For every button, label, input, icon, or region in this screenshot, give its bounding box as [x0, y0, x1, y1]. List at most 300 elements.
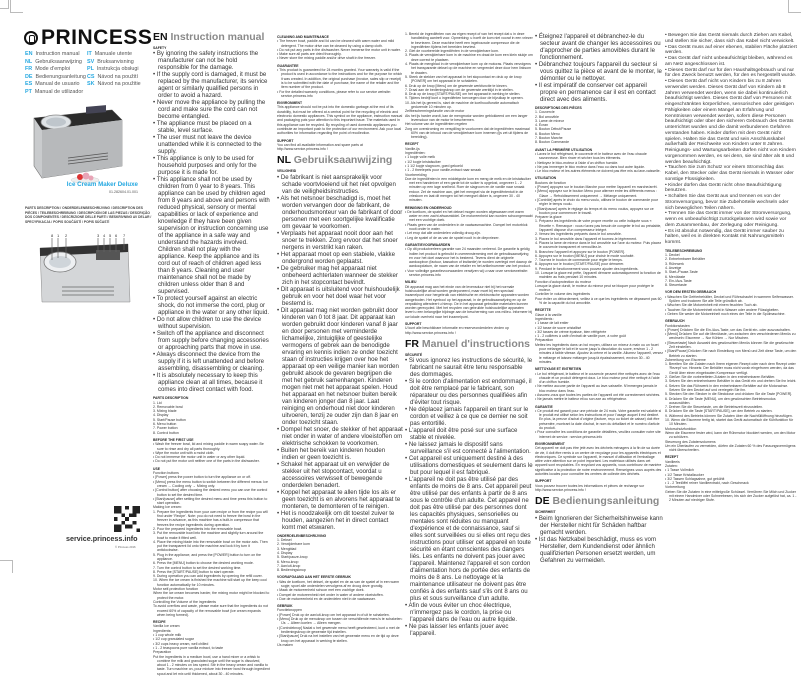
diagram-label: 2	[65, 233, 68, 238]
section-body	[277, 580, 403, 601]
language-label: Návod na použitie	[97, 81, 141, 88]
section-line: 1. Prepare the ingredients from your own recipe or from the recipe you will find under 'Recipe'. Note: you do not need to freeze the bowl in the freezer in advance, as this machine has a built-in compressor that freezes the recipe ingredients during operation.	[153, 509, 268, 527]
section-line: • Pour connaître les conditions de garantie détaillées, veuillez consulter notre site internet de service : service.princess.info	[535, 430, 661, 439]
crop-mark	[788, 0, 801, 13]
list-item: • Il est impératif de conserver cet appareil propre en permanence car il est en contact direct avec des aliments.	[535, 82, 656, 103]
language-code: DE	[535, 495, 550, 508]
language-label: Manuale utente	[94, 51, 132, 57]
de-safety-list	[535, 515, 663, 564]
section-heading: NETTOYAGE ET ENTRETIEN	[535, 367, 582, 372]
section-line: Ingrediënten:	[405, 151, 426, 156]
section-heading: ENVIRONMENT	[277, 101, 303, 106]
section-line: 4. Anzeige	[665, 265, 682, 270]
section-line: • Tauchen Sie die Motoreinheit nicht in Wasser oder andere Flüssigkeiten.	[665, 307, 780, 312]
section-line: • Do not immerse the motor unit in water or any other liquid.	[153, 455, 246, 460]
list-item: • Dompel het snoer, de stekker of het apparaat niet onder in water of andere vloeistoffen om elektrische schokken te voorkomen.	[277, 425, 403, 447]
section-line: Vous pouvez trouver toutes les informations et pièces de rechange sur http://www.service.princess.info !	[535, 483, 645, 492]
section-line: • Do not put any parts in the dishwasher. Never immerse the motor unit in water.	[277, 47, 401, 52]
crop-mark	[10, 0, 23, 13]
section-line: 4. Plaats de mengblad in de verwijderbare kom op de motoras. Plaats vervolgens het transparante deksel op de machine en vergrendel deze door hem linksom te draaien.	[405, 62, 532, 75]
section-line: 5. Bouton Début/Pause	[535, 127, 572, 132]
section-line: Vanille-ijs	[405, 146, 420, 151]
en-maintenance-sections	[277, 35, 403, 151]
section-heading: REZEPT	[665, 455, 679, 460]
section-line: 9. Pendant le fonctionnement vous pouvez ajouter des ingrédients.	[535, 266, 639, 271]
section-line: • 1/2 kopje kristalsuiker	[405, 159, 441, 164]
section-line: Fonction d'autoprotection du moteur	[535, 279, 591, 284]
section-line: 8. Bedieningsknop	[277, 568, 306, 573]
section-line: Controlling the Volume of the ingredients	[153, 599, 217, 604]
section-heading: AVANT LA PREMIÈRE UTILISATION	[535, 147, 593, 152]
section-heading: USE	[153, 466, 160, 471]
section-body	[665, 460, 797, 503]
manual-title: Instruction manual	[170, 31, 265, 43]
crown-logo-icon	[24, 31, 38, 45]
section-line: 7. Draai aan de bedieningsknop om de gewenste werktijd in te stellen.	[405, 87, 514, 92]
section-line: Motor self-protection function	[153, 587, 199, 592]
section-body	[277, 39, 403, 60]
list-item: • Schalten Sie das Gerät aus und trennen es von der Stromversorgung, bevor Sie Zubehörteile wechseln oder sich beweglichen Teilen nähern.	[665, 194, 789, 211]
section-line: • Ne pas immerger le bloc moteur dans l'eau ou dans tout autre liquide.	[535, 164, 646, 169]
section-line: Pour éviter un débordement, veillez à ce que les ingrédients ne dépassent pas 60 % de la capacité du bol amovible.	[535, 296, 662, 306]
section-line: Mettez les ingrédients dans un bol moyen, utilisez un mixeur à main ou un fouet pour mélanger le lait et le sucre jusqu'à dissolution du sucre, environ 1 - 2 minutes à faible vitesse. Ajoutez la crème et la vanille. Allumez l'appareil, versez le mélange et laissez mélanger jusqu'à épaississement, environ 30 - 40 minutes.	[535, 342, 664, 364]
section-line: 9. Tijdens bedrijf kunt u ingrediënten toevoegen door de bijvulkap te openen.	[405, 96, 524, 101]
section-line: • Le bol réfrigérant, le batteur et le couvercle peuvent être nettoyés avec de l'eau chaude et un produit détergent doux. Le bloc moteur peut être nettoyé à l'aide d'un chiffon humide.	[535, 371, 660, 385]
section-heading: SUPPORT	[535, 479, 552, 484]
section-line: • Assurez-vous que toutes les parties de l'appareil ont été correctement séchées.	[535, 393, 661, 397]
section-line: • De koelkom, de spatel en het deksel mogen worden afgewassen met warm water en een zacht afwasmiddel. De motoreenheid kan worden schoongemaakt met een vochtige doek.	[405, 209, 533, 223]
language-item	[25, 89, 87, 95]
language-label: Manual de usuario	[35, 81, 80, 88]
section-line: • Geben Sie weder die Motoreinheit noch eines der Teile in die Spülmaschine.	[665, 311, 786, 316]
section-line: 3. Rührwerk	[665, 261, 684, 266]
section-line: Het volume van de ingrediënten regelen	[405, 122, 468, 127]
section-line: • 1 cup whole milk	[153, 633, 182, 638]
section-line: Préparer la glace	[535, 215, 562, 220]
section-line: 8. Druk op de knop [START/PAUSE] om het apparaat in werking te stellen.	[405, 92, 521, 97]
section-line: 2. Bol amovible	[535, 114, 559, 119]
section-line: 7. Aan/uit-knop	[277, 563, 301, 568]
section-line: • 3/2 Tassen Schlagsahne, gut gekühlt	[665, 476, 725, 481]
section-line: 9. During operation you can add ingredients by opening the refill cover.	[153, 574, 263, 579]
section-line: • Plaats geen van de onderdelen in de vaatwasmachine. Dompel het motorblok nooit onder in water.	[405, 222, 528, 232]
fr-safety-list-continued	[535, 33, 663, 103]
section-line: • Never store the mixing paddle and/or drive shaft in the freezer.	[277, 56, 376, 61]
section-line: 6. Menu button	[153, 422, 177, 427]
de-safety-list-continued	[665, 33, 797, 246]
parts-diagram	[38, 232, 133, 304]
en-safety-list	[153, 50, 270, 393]
section-heading: DESCRIPTIONS DES PIÈCES	[535, 106, 582, 110]
service-url[interactable]: service.princess.info	[66, 534, 138, 543]
de-section-continued	[665, 33, 797, 503]
list-item: • Het is noodzakelijk om dit toestel zuiver te houden, aangezien het in direct contact komt met etswaren.	[277, 509, 395, 531]
list-item: • Koppel het apparaat te allen tijde los als er geen toezicht is en alvorens het apparaat te monteren, te demonteren of te reinigen.	[277, 488, 401, 510]
section-heading: SUPPORT	[277, 138, 294, 143]
section-line: • 1/2 Tasse Kristallzucker	[665, 472, 704, 477]
section-line: Steuerung des Zutatenvolumens	[665, 439, 716, 444]
list-item: • Schakel het apparaat uit en verwijder de stekker uit het stopcontact, voordat u accessoires verwisselt of bewegende onderdelen benadert.	[277, 460, 390, 489]
fr-sections	[535, 106, 663, 492]
language-code: SK	[87, 81, 95, 88]
list-item: • The appliance must be placed on a stable, level surface.	[153, 120, 252, 135]
section-body	[153, 401, 270, 435]
section-line: 5. Start/pauze-knop	[277, 555, 308, 560]
section-body	[405, 326, 533, 335]
list-item: • Das Gerät darf nicht unbeaufsichtigt bleiben, während es am Netz angeschlossen ist.	[665, 56, 793, 67]
section-line: 1. Bereid de ingrediënten van uw eigen recept of van het recept dat u in deze handleiding aantreft voor. Opmerking: u hoeft de kom niet vooraf in een vriezer te bevriezen. Deze machine heeft een ingebouwde compressor die de ingrediënten tijdens het bereiden bevriest.	[405, 32, 533, 49]
language-label: Návod na použití	[97, 73, 138, 80]
section-line: 3. Mengblad	[277, 546, 297, 551]
section-line: Als het ijs harder wordt, kan de mengmotor worden geblokkeerd om een langer levensduur van de motor te beschermen.	[405, 113, 528, 122]
crop-mark	[0, 0, 9, 9]
section-line: • Doe de motoreenheid en de onderdelen niet in de vaatwasser.	[277, 596, 376, 601]
section-line: 6. Bouton Menu	[535, 131, 560, 136]
article-number: 01.282604.01.001	[109, 190, 138, 194]
nl-continued-sections	[405, 32, 533, 335]
section-line: 7. Ein-/Aus-Taste	[665, 278, 692, 283]
section-line: Preparation	[153, 650, 172, 655]
nl-sections	[277, 534, 403, 647]
section-body	[535, 152, 663, 173]
language-code: PT	[25, 88, 32, 95]
section-line: • [Start/Pause] Drücken Sie nach Einstellung von Menü und Zeit diese Taste, um den Betrieb zu starten.	[665, 349, 797, 358]
section-line: Ingredients:	[153, 628, 172, 633]
language-label: Bedienungsanleitung	[35, 73, 86, 80]
section-line: 3. Put the removable bowl into the machine and slightly turn around the bowl to make it fitted well.	[153, 531, 264, 540]
diagram-label: 8	[51, 233, 54, 238]
section-heading: MILIEU	[405, 280, 417, 285]
princess-logo	[24, 26, 152, 50]
list-item: • Dit apparaat is uitsluitend voor huishoudelijk gebruik en voor het doel waar het voor bestemd is.	[277, 285, 400, 307]
section-body	[405, 247, 533, 277]
section-line: • Wash the freezer bowl, lid and mixing paddle in warm soapy water. Be sure to rinse and dry all parts thoroughly.	[153, 442, 264, 451]
list-item: • Éteignez l'appareil et débranchez-le du secteur avant de changer les accessoires ou d'approcher de parties amovibles durant le fonctionnement.	[535, 33, 661, 61]
list-item: • Afin de vous éviter un choc électrique, n'immergez pas le cordon, la prise ou l'appareil dans de l'eau ou autre liquide.	[405, 602, 518, 624]
section-line: • [Controleknop] Nadat u het gewenste menu heeft geselecteerd, kunt u met de bedieningsknop de gewenste tijd instellen.	[277, 625, 400, 634]
list-item: • This appliance shall not be used by children from 0 year to 8 years. This appliance can be used by children aged from 8 years and above and persons with reduced physical, sensory or mental capabilities or lack of experience and knowledge if they have been given supervision or instruction concerning use of the appliance in a safe way and understand the hazards involved. Children shall not play with the appliance. Keep the appliance and its cord out of reach of children aged less than 8 years. Cleaning and user maintenance shall not be made by children unless older than 8 and supervised.	[153, 176, 270, 296]
section-line: • Voor volledige garantievoorwaarden verwijzen wij u naar onze servicewebsite: service.princess.info	[405, 268, 529, 278]
section-line: 8. Bouton Commande	[535, 140, 570, 145]
list-item: • Do not allow children to use the device without supervision.	[153, 316, 262, 331]
list-item: • Ne laissez jamais le dispositif sans surveillance s'il est connecté à l'alimentation.	[405, 441, 531, 456]
list-item: • Débranchez toujours l'appareil du secteur si vous quittez la pièce et avant de le monter, le démonter ou le nettoyer.	[535, 61, 662, 82]
nl-fr-section	[405, 32, 533, 637]
section-body	[153, 442, 270, 463]
nl-title	[277, 154, 403, 166]
section-line: Um ein Überlaufen zu vermeiden, dürfen die Zutaten 60 % des Fassungsvermögens nicht überschreiten.	[665, 443, 796, 453]
section-heading: PARTS DESCRIPTION	[153, 396, 189, 401]
section-heading: VOORAFGAAND AAN HET EERSTE GEBRUIK	[277, 575, 351, 580]
language-code: FR	[25, 66, 33, 73]
section-line: 8. Appuyez sur le bouton [START/PAUSE] pour démarrer.	[535, 262, 625, 267]
section-line: 3. Mixing blade	[153, 409, 177, 414]
list-item: • De gebruiker mag het apparaat niet onbeheerd achterlaten wanneer de stekker zich in het stopcontact bevindt.	[277, 264, 398, 286]
section-heading: GEBRUIK	[277, 604, 293, 609]
section-line: • [Menü] Drücken Sie auf die Menütaste, um zwischen den verschiedenen Menüs zu wechseln: Eiscreme → Nur Kühlen → Nur Mischen.	[665, 332, 796, 341]
safety-heading: VEILIGHEID	[277, 169, 297, 174]
section-line: • Ce produit est garanti pour une période de 24 mois. Votre garantie est valable si le produit est utilisé selon les instructions et pour l'usage auquel il est destiné. En plus, la preuve d'achat d'origine (facture, reçu ou ticket de caisse) doit être présentée, montrant la date d'achat, le nom du détaillant et le numéro d'article du produit.	[535, 408, 662, 431]
section-line: • Ne mettez aucune partie de l'appareil au lave-vaisselle. N'immergez jamais le bloc moteur dans l'eau.	[535, 384, 658, 393]
list-item: • L'appareil doit être posé sur une surface stable et nivelée.	[405, 427, 518, 442]
section-line: 5. Stecken Sie den Stecker in die Steckdose und drücken Sie die Taste [POWER].	[665, 392, 793, 397]
section-line: Cet appareil ne doit pas être jeté avec les déchets ménagers à la fin de sa durée de vie, il doit être remis à un centre de recyclage pour les appareils électriques et électroniques. Ce symbole sur l'appareil, le manuel d'utilisation et l'emballage attire votre attention sur ce point important. Les matériaux utilisés dans cet appareil sont recyclables. En recyclant vos appareils, vous contribuez de manière significative à la protection de notre environnement. Renseignez-vous auprès des autorités locales pour connaître les centres de collecte des déchets.	[535, 446, 662, 477]
language-label: Bruksanvisning	[97, 58, 134, 65]
section-line: Contrôler le volume des ingrédients	[535, 292, 591, 297]
section-line: Put the ingredients in a medium bowl, use a hand mixer or a whisk to combine the milk and granulated sugar until the sugar is dissolved, about 1 - 2 minutes on low speed. Stir in the heavy cream and vanilla to taste. Turn machine on, pour mixture into freezer bowl through ingredient spout and let mix until thickened, about 30 - 40 minutes.	[153, 654, 270, 676]
section-line: This appliance should not be put into the domestic garbage at the end of its durability, but must be offered at a central point for the recycling of electric and electronic domestic appliances. This symbol on the appliance, instruction manual and packaging puts your attention to this important issue. The materials used in this appliance can be recycled. By recycling of used domestic appliances you contribute an important push to the protection of our environment. Ask your local authorities for information regarding the point of recollection.	[277, 105, 403, 136]
section-line: 4. Display	[277, 550, 293, 555]
safety-heading: SAFETY	[153, 46, 167, 50]
section-body	[277, 608, 403, 647]
de-sections	[665, 249, 797, 503]
section-heading: UTILISATION	[535, 176, 557, 181]
section-heading: BEFORE THE FIRST USE	[153, 437, 194, 442]
section-line: To avoid overflow and waste, please make sure that the ingredients do not exceed 60% of capacity of the removable bowl (ice cream expands when being formed).	[153, 604, 268, 617]
section-body	[535, 110, 663, 144]
section-body	[405, 285, 533, 319]
section-line: • [Power] Drücken Sie die Ein-/Aus-Taste, um das Gerät ein- oder auszuschalten.	[665, 327, 791, 332]
section-body	[405, 210, 533, 240]
section-body	[153, 471, 270, 617]
section-line: 6. Press the [MENU] button to choose the desired working mode.	[153, 561, 254, 566]
diagram-label: 5	[109, 233, 112, 238]
list-item: • Si vous ignorez les instructions de sécurité, le fabricant ne saurait être tenu responsable des dommages.	[405, 357, 533, 379]
section-line: • The freezer bowl, paddle and lid can be cleaned with warm water and mild detergent. The motor drive can be cleaned by using a damp cloth.	[277, 39, 395, 48]
diagram-label: 4	[103, 233, 106, 238]
section-line: • 1 - 2 theelepels puur vanille-extract naar smaak	[405, 168, 481, 173]
safety-heading: SICHERHEIT	[535, 510, 556, 515]
section-line: • Wipe the motor unit with a moist cloth.	[153, 450, 215, 455]
section-heading: RECIPE	[153, 620, 166, 625]
language-code: EN	[153, 31, 168, 43]
language-label: Instrukcja obsługi	[96, 66, 139, 73]
section-heading: REINIGING EN ONDERHOUD	[405, 205, 452, 210]
section-line: 9. Während des Betriebs können Sie Zutaten über die Nachfüllöffnung hinzufügen.	[665, 413, 793, 418]
section-line: 4. Écran	[535, 123, 549, 128]
section-body	[277, 68, 403, 98]
crop-mark	[0, 560, 13, 573]
section-line: 4. Placez la lame de mixeur dans le bol amovible sur l'axe du moteur. Puis placez le couvercle transparent et verrouillez-le.	[535, 240, 662, 250]
section-line: • Waschen Sie Gefrierbehälter, Deckel und Rührschaufel in warmem Seifenwasser. Spülen und trocknen Sie alle Teile gründlich ab.	[665, 294, 794, 304]
section-line: • Dompel de motoreenheid niet onder in water of andere vloeistoffen.	[277, 592, 384, 597]
section-line: 2. Giet de voorbereide ingrediënten in de verwijderbare kom.	[405, 49, 499, 54]
section-line: • 3/2 tasses de crème épaisse, bien réfrigérée	[535, 329, 607, 334]
section-line: 5. Start-/Pause-Taste	[665, 270, 698, 275]
manual-title: Gebruiksaanwijzing	[293, 154, 393, 167]
section-line: Making Ice cream:	[153, 505, 182, 510]
section-heading: GUARANTEE	[277, 63, 299, 68]
section-line: Voorbereiding	[405, 172, 427, 177]
section-line: • Let erop dat alle onderdelen volledig droog zijn.	[405, 231, 481, 236]
list-item: • Als het netsnoer beschadigd is, moet het worden vervangen door de fabrikant, de onderhoudsmonteur van de fabrikant of door personen met een soortgelijke kwalificatie om gevaar te voorkomen.	[277, 194, 403, 230]
language-code: CS	[87, 73, 95, 80]
section-body	[535, 409, 663, 439]
section-body	[277, 105, 403, 135]
section-line: Zutaten:	[665, 464, 678, 468]
section-line: 3. Plaats de verwijderbare kom in de machine en draai de kom een klein stukje om deze correct te plaatsen.	[405, 53, 533, 62]
section-line: Préparation	[535, 338, 554, 343]
section-line: • 1/2 cup granulated sugar	[153, 637, 194, 642]
section-line: U kunt alle beschikbare informatie en reserveonderdelen vinden op http://www.service.princess.info !	[405, 326, 509, 335]
section-line: • [Power] press the power button to turn the appliance on or off.	[153, 475, 252, 480]
section-line: 4. Setzen Sie das Rührwerk in den entnehmbaren Behälter auf die Motorachse. Setzen Sie den Deckel auf und verriegeln Sie ihn.	[665, 383, 789, 392]
list-item: • Ne déplacez jamais l'appareil en tirant sur le cordon et veillez à ce que ce dernier ne soit pas entortillé.	[405, 406, 529, 428]
section-line: • Nettoyez le bloc-moteur à l'aide d'un chiffon humide.	[535, 160, 619, 165]
language-label: Manual de utilizador	[34, 88, 84, 95]
list-item: • Trennen Sie das Gerät immer von der Stromversorgung, wenn es unbeaufsichtigt zurückgelassen wird sowie vor dem Zusammenbau, der Zerlegung oder Reinigung.	[665, 211, 792, 228]
section-body	[153, 624, 270, 676]
list-item: • If the supply cord is damaged, it must be replaced by the manufacturer, its service agent or similarly qualified persons in order to avoid a hazard.	[153, 71, 268, 100]
section-line: 1. Bereiten Sie die Zutaten nach Ihrem eigenen Rezept oder nach dem Rezept unter 'Rezept' vor. Hinweis: Der Behälter muss nicht vorab eingefroren werden, da das Gerät über einen eingebauten Kompressor verfügt.	[665, 362, 796, 375]
section-line: 1. Préparez les ingrédients de votre propre recette ou celle indiquée sous « Recette ». Remarque : vous n'avez pas besoin de congeler le bol au préalable, l'appareil dispose d'un compresseur intégré.	[535, 219, 662, 233]
list-item: • Beim Ignorieren der Sicherheitshinweise kann der Hersteller nicht für Schäden haftbar gemacht werden.	[535, 514, 663, 536]
section-heading: RECEPT	[405, 142, 419, 147]
parts-description-header: PARTS DESCRIPTION / ONDERDELENBESCHRIJVING / DESCRIPTION DES PIÈCES / TEILEBESCHREIBUNG / DESCRIPCIÓN DE LAS PIEZAS / DESCRIÇÃO DOS COMPONENTES / DESCRIZIONE DELLE PARTI / BESKRIVNING AV DELAR / SPECYFIKACJA / POPIS SOUČÁSTÍ / POPIS SÚČASTÍ	[25, 206, 152, 224]
section-heading: ENVIRONNEMENT	[535, 441, 565, 446]
section-line: • Was de koelkom, het deksel, de spatel en de as van de spatel af in een warm sopje; spoel alle onderdelen vervolgens af en droog deze grondig.	[277, 579, 400, 588]
list-item: • Het apparaat moet op een stabiele, vlakke ondergrond worden geplaatst.	[277, 250, 395, 265]
fr-de-section	[535, 33, 663, 564]
section-body	[277, 143, 403, 152]
section-line: • [Power] Druk op de aan/uit-knop om het apparaat in of uit te schakelen.	[277, 612, 390, 617]
section-heading: TEILEBESCHREIBUNG	[665, 248, 703, 253]
section-line: 1. Deksel	[277, 538, 292, 543]
section-line: 6. Drücken Sie die Taste [MENU], um den gewünschten Betriebsmodus auszuwählen.	[665, 396, 776, 405]
section-line: You can find all available information and spare parts at http://www.service.princess.info !	[277, 142, 363, 152]
en-nl-section	[277, 32, 403, 647]
section-body	[277, 538, 403, 572]
section-line: 7. Tournez le bouton de commande pour régler le temps.	[535, 258, 623, 263]
section-line: 7. Power button	[153, 426, 178, 431]
section-line: • 1 Tasse Vollmilch	[665, 468, 694, 473]
section-line: 2. Entnehmbarer Behälter	[665, 257, 706, 262]
section-body	[535, 484, 663, 493]
section-line: • 1 tasse de lait entier	[535, 321, 569, 326]
section-line: 6. Druk op de knop [Menu] om de gewenste werkfunctie te kiezen.	[405, 83, 508, 88]
list-item: • Ist das Netzkabel beschädigt, muss es vom Hersteller, dem Kundendienst oder ähnlich qualifizierten Personen ersetzt werden, um Gefahren zu vermeiden.	[535, 535, 657, 564]
section-line: 2. Versez les ingrédients préparés dans le bol amovible.	[535, 232, 622, 237]
list-item: • Verplaats het apparaat nooit door aan het snoer te trekken. Zorg ervoor dat het snoer nergens in verstrikt kan raken.	[277, 229, 398, 251]
list-item: • The user must not leave the device unattended while it is connected to the supply.	[153, 134, 262, 156]
section-line: 5. Branchez l'appareil et appuyez sur le bouton [POWER].	[535, 249, 625, 254]
section-line: • [Menu] appuyez sur le bouton Menu pour alterner entre les différents menus : Glace → Refroidissement uniquement → Mélange uniquement.	[535, 189, 657, 198]
section-line: • Leg de spatel of de as van de spatel nooit in de diepvriezer.	[405, 235, 500, 240]
list-item: • L'appareil ne doit pas être utilisé par des enfants de moins de 8 ans. Cet appareil peut être utilisé par des enfants à partir de 8 ans sous le contrôle d'un adulte. Cet appareil ne doit pas être utilisé par des personnes dont les capacités physiques, sensorielles ou mentales sont réduites ou manquant d'expérience et de connaissance, sauf si elles sont surveillées ou si elles ont reçu des instructions pour utiliser cet appareil en toute sécurité en étant conscientes des dangers liés. Les enfants ne doivent pas jouer avec l'appareil. Maintenez l'appareil et son cordon d'alimentation hors de portée des enfants de moins de 8 ans. Le nettoyage et la maintenance utilisateur ne doivent pas être confiés à des enfants sauf s'ils ont 8 ans ou plus et sous surveillance d'un adulte.	[405, 476, 532, 603]
section-line: Motorschutzfunktion	[665, 426, 697, 431]
section-line: 5. Start/Pause button	[153, 417, 186, 422]
section-line: • [Steuertaste] Nach Auswahl des gewünschten Menüs können Sie die gewünschte Zeit einstellen.	[665, 340, 794, 349]
language-item	[25, 74, 87, 80]
list-item: • Cet appareil est uniquement destiné à des utilisations domestiques et seulement dans le but pour lequel il est fabriqué.	[405, 455, 533, 477]
product-name: Ice Cream Maker Deluxe	[66, 181, 138, 188]
section-line: 2. Gießen Sie die vorbereiteten Zutaten in den entnehmbaren Behälter.	[665, 375, 776, 380]
diagram-label: 6	[115, 233, 118, 238]
section-line: Dit apparaat mag aan het einde van de levensduur niet bij het normale huishoudelijke afval worden gedeponeerd, maar moet bij een speciaal inzamelpunt voor hergebruik van elektrische en elektronische apparaten worden aangeboden. Het symbool op het apparaat, in de gebruiksaanwijzing en op de verpakking attendeert u hierop. De in het apparaat gebruikte materialen kunnen worden gerecycled. Met het recyclen van gebruikte huishoudelijke apparaten levert u een belangrijke bijdrage aan de bescherming van ons milieu. Informeer bij uw lokale overheid naar het inzamelpunt.	[405, 284, 533, 319]
section-line: 2. Pour the prepared ingredients into the removable bowl.	[153, 526, 243, 531]
language-code: ES	[25, 81, 33, 88]
section-line: • For the detailed warranty conditions, please refer to our service website: service.princess.info	[277, 89, 391, 98]
section-heading: SUPPORT	[405, 322, 422, 326]
section-line: • 1 1/2 kopje slagroom, goed gekoeld	[405, 163, 463, 168]
section-line: Ingrédients :	[535, 316, 555, 321]
section-line: • Do not put the motor unit neither one of the parts in the dishwasher.	[153, 459, 260, 464]
section-heading: ONDERDELENBESCHRIJVING	[277, 533, 327, 538]
list-item: • Es ist absolut notwendig, das Gerät immer sauber zu halten, weil es in direkten Kontakt mit Nahrungsmitteln kommt.	[665, 228, 784, 245]
list-item: • Dit apparaat mag niet worden gebruikt door kinderen van 0 tot 8 jaar. Dit apparaat kan worden gebruikt door kinderen vanaf 8 jaar en door personen met verminderde lichamelijke, zintuiglijke of geestelijke vermogens of gebrek aan de benodigde ervaring en kennis indien ze onder toezicht staan of instructies krijgen over hoe het apparaat op een veilige manier kan worden gebruikt alsook de gevaren begrijpen die met het gebruik samenhangen. Kinderen mogen niet met het apparaat spelen. Houd het apparaat en het netsnoer buiten bereik van kinderen jonger dan 8 jaar. Laat reiniging en onderhoud niet door kinderen uitvoeren, tenzij ze ouder zijn dan 8 jaar en onder toezicht staan.	[277, 306, 399, 426]
section-body	[535, 372, 663, 402]
list-item: • It is absolutely necessary to keep this appliance clean at all times, because it comes into direct contact with food.	[153, 372, 263, 394]
section-line: 1. Deckel	[665, 253, 680, 258]
section-line: • 1/2 tasse de sucre cristallisé	[535, 325, 582, 330]
list-item: • De fabrikant is niet aansprakelijk voor schade voortvloeiend uit het niet opvolgen van de veiligheidsinstructies.	[277, 173, 396, 195]
section-line: Zubereitung von Eiscreme	[665, 357, 706, 362]
section-line: • 1 - 2 Teelöffel reiner Vanilleextrakt, nach Geschmack	[665, 481, 749, 486]
list-item: • Das Gerät muss auf einer ebenen, stabilen Fläche platziert werden.	[665, 44, 797, 56]
section-line: • [Menu] press the menu button to switch between the different menus: Ice cream → Cooling only → Mixing only.	[153, 479, 268, 488]
fr-title	[405, 338, 533, 350]
language-item	[25, 59, 87, 65]
section-line: Wenn die Eiscreme fester wird, kann der Rührmotor blockiert werden, um den Motor zu schützen.	[665, 430, 796, 440]
section-body	[405, 32, 533, 139]
section-line: • Op dit productverleen garantie van 24 maanden verleend. De garantie is geldig indien het product is gebruikt in overeenstemming met de gebruiksaanwijzing en voor het doel waarvoor het is bestemd. Tevens dient de originele aankoopbon (factuur, kassabon of kwitantie) te worden overlegd met daarop de aankoopdatum, de naam van de retailer en het artikelnummer van het product.	[405, 247, 532, 269]
language-code: EN	[25, 51, 33, 57]
section-line: Vanilla Ice cream	[153, 624, 180, 629]
en-section	[153, 30, 270, 676]
section-line: Doe de ingrediënten in een middelgrote kom en meng de melk en de kristalsuiker met een handmixer of een garde tot de suiker is opgelost, ongeveer 1 - 2 minuten op een lage snelheid. Roer de slagroom en de vanille naar smaak erdoor. Zet de machine aan, giet het mengsel via de ingrediëntentuit in de vrieskom en laat dit mengen tot het mengsel dikker is, ongeveer 30 - 40 minuten.	[405, 176, 531, 203]
section-line: 4. Display	[153, 413, 169, 418]
section-line: 10. When the ice cream is finished the machine will start up the keep cool function automatically for 10 minutes.	[153, 578, 267, 587]
section-line: 7. Drehen Sie die Steuertaste, um die Betriebszeit einzustellen.	[665, 405, 764, 410]
section-line: Vorbereitung	[665, 485, 685, 490]
list-item: • Buiten het bereik van kinderen houden indien er geen toezicht is.	[277, 446, 386, 461]
language-label: Gebruiksaanwijzing	[35, 58, 82, 65]
list-item: • Always disconnect the device from the supply if it is left unattended and before assembling, disassembling or cleaning.	[153, 351, 265, 373]
section-body	[535, 181, 663, 306]
section-heading: CLEANING AND MAINTENANCE	[277, 35, 329, 39]
section-line: • [Start/pause] après le réglage du temps et du menu voulus, appuyez sur ce bouton pour commencer le travail.	[535, 206, 654, 215]
list-item: • To protect yourself against an electric shock, do not immerse the cord, plug or appliance in the water or any other liquid.	[153, 295, 270, 317]
list-item: • Dieses Gerät darf nur für den Haushaltsgebrauch und nur für den Zweck benutzt werden, für den es hergestellt wurde.	[665, 67, 797, 79]
section-line: 5. Plug in the appliance, and press the [POWER] button to turn on the appliance.	[153, 552, 261, 561]
section-line: 8. Press the [START/PAUSE] button to start operate.	[153, 569, 235, 574]
section-line: 1. Couvercle	[535, 110, 555, 115]
section-heading: GARANTIEVOORWAARDEN	[405, 242, 451, 247]
section-line: 4. Place the mixing blade into the removable bowl on the motor axis. Then put the transparent lid onto the machine and lock it by turn it anticlockwise.	[153, 539, 268, 553]
section-line: 3. Lame de mixeur	[535, 118, 564, 123]
list-item: • Ne pas laisser les enfants jouer avec l'appareil.	[405, 623, 509, 638]
language-label: Instruction manual	[35, 51, 80, 57]
section-line: 10. Wenn die Eiscreme fertig ist, startet das Gerät automatisch die Kühlfunktion für 10 Minuten.	[665, 418, 794, 427]
section-line: 8. Steuertaste	[665, 283, 687, 288]
section-line: 6. Menütaste	[665, 274, 686, 279]
section-line: Zorg om overstroming en verspilling te voorkomen dat de ingrediënten maximaal 60% van de inhoud van de verwijderbare kom innemen (ijs zet uit tijdens de bereiding).	[405, 126, 530, 140]
diagram-label: 7	[123, 233, 126, 238]
section-line: 8. Control button	[153, 430, 179, 435]
list-item: • Si le cordon d'alimentation est endommagé, il doit être remplacé par le fabricant, son réparateur ou des personnes qualifiées afin d'éviter tout risque.	[405, 378, 532, 407]
de-title	[535, 495, 663, 507]
section-line: • 3/2 cups heavy cream, well chilled	[153, 641, 209, 646]
en-title	[153, 31, 270, 43]
list-item: • This appliance is only to be used for household purposes and only for the purpose it is made for.	[153, 155, 257, 177]
ice-cream-maker-image	[28, 100, 128, 185]
section-line: 8. Drücken Sie die Taste [START/PAUSE], um den Betrieb zu starten.	[665, 409, 773, 414]
section-line: 6. Appuyez sur le bouton [MENU] pour choisir le mode souhaité.	[535, 253, 635, 258]
list-item: • Tauchen Sie zum Schutz vor einem Stromschlag das Kabel, den Stecker oder das Gerät niemals in Wasser oder sonstige Flüssigkeiten.	[665, 165, 794, 182]
section-heading: GARANTIE	[535, 404, 553, 409]
section-line: • [Power] appuyez sur le bouton Marche pour mettre l'appareil en marche/arrêt.	[535, 185, 658, 190]
section-line: Boutons de fonction	[535, 180, 566, 185]
